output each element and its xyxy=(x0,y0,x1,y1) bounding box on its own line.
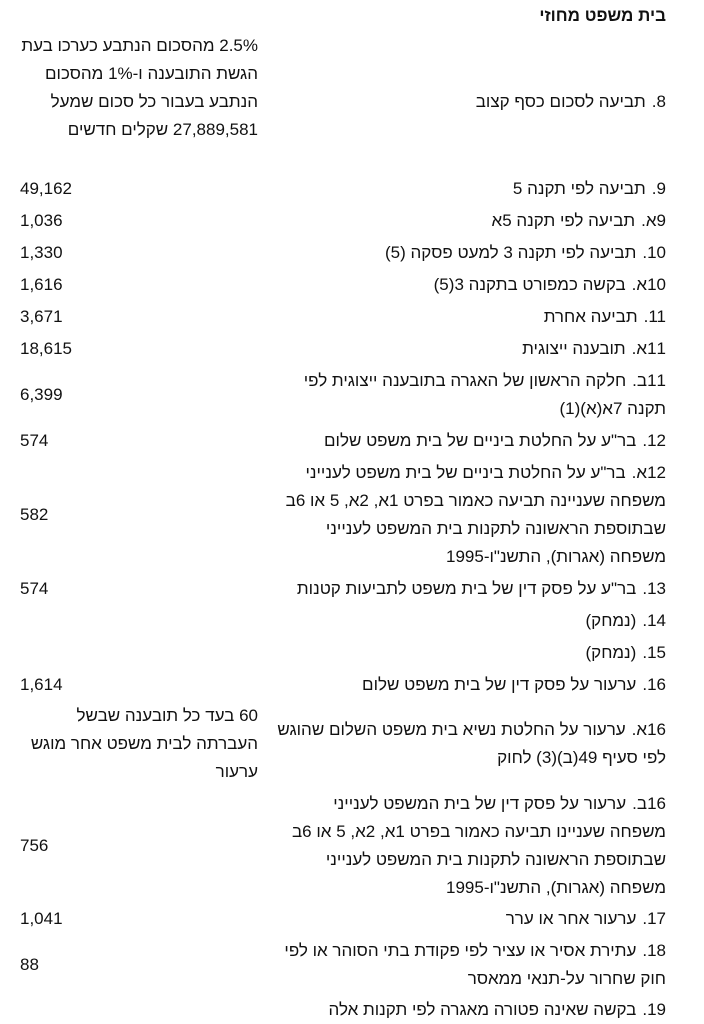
item-number: 16א. xyxy=(631,720,666,739)
item-text: בקשה שאינה פטורה מאגרה לפי תקנות אלה xyxy=(328,999,637,1019)
item-text: בקשה כמפורט בתקנה 3(5) xyxy=(433,275,626,294)
fee-amount: 1,041 xyxy=(20,909,63,928)
item-text: בר"ע על החלטת ביניים של בית משפט שלום xyxy=(324,431,637,450)
fee-row xyxy=(0,904,704,934)
row-description xyxy=(274,206,666,236)
row-description xyxy=(274,302,666,332)
item-text: ערעור על החלטת נשיא בית משפט השלום שהוגש לפי סעיף 49(ב)(3) לחוק xyxy=(277,720,666,767)
item-text: תביעה אחרת xyxy=(543,307,638,326)
item-number: 11ב. xyxy=(632,371,666,390)
item-number: 12א. xyxy=(631,463,666,482)
fee-amount: 1,616 xyxy=(20,275,63,294)
fee-row xyxy=(0,366,704,424)
fee-row xyxy=(0,334,704,364)
item-text: חלקה הראשון של האגרה בתובענה ייצוגית לפי תקנה 7א(א)(1) xyxy=(303,371,666,418)
fee-row xyxy=(0,238,704,268)
row-description xyxy=(274,606,666,636)
item-text: תביעה לפי תקנה 3 למעט פסקה (5) xyxy=(384,243,637,262)
item-number: 19. xyxy=(642,999,666,1019)
row-description xyxy=(274,270,666,300)
item-text: עתירת אסיר או עציר לפי פקודת בתי הסוהר או לפי חוק שחרור על-תנאי ממאסר xyxy=(284,941,666,988)
item-number: 8. xyxy=(651,92,666,111)
fee-row xyxy=(0,670,704,700)
fee-amount: 88 xyxy=(20,955,39,974)
item-text: בר"ע על פסק דין של בית משפט לתביעות קטנות xyxy=(296,579,637,598)
row-description xyxy=(274,174,666,204)
item-number: 16ב. xyxy=(632,794,666,813)
item-text: ערעור אחר או ערר xyxy=(505,909,637,928)
item-text: תביעה לסכום כסף קצוב xyxy=(475,92,646,111)
item-text: תובענה ייצוגית xyxy=(522,339,626,358)
item-number: 9. xyxy=(651,179,666,198)
item-text: ערעור על פסק דין של בית המשפט לענייני משפחה שעניינו תביעה כאמור בפרט 1א, 2א, 5 או 6ב שבתוספת הראשונה לתקנות בית המשפט לענייני משפחה (אגרות), התשנ"ו-1995 xyxy=(292,794,666,897)
fee-row xyxy=(0,995,704,1024)
fee-row xyxy=(0,426,704,456)
item-text: ערעור על פסק דין של בית משפט שלום xyxy=(362,675,637,694)
fee-amount xyxy=(20,638,258,668)
fee-amount: 2.5% מהסכום הנתבע כערכו בעת הגשת התובענה ו-1% מהסכום הנתבע בעבור כל סכום שמעל 27,889,581 שקלים חדשים xyxy=(21,36,258,139)
item-text: תביעה לפי תקנה 5א xyxy=(491,211,636,230)
fee-amount: 1,614 xyxy=(20,675,63,694)
fee-row xyxy=(0,32,704,172)
fee-row xyxy=(0,206,704,236)
fee-row xyxy=(0,458,704,572)
item-number: 9א. xyxy=(641,211,666,230)
item-text: (נמחק) xyxy=(585,611,637,630)
row-description xyxy=(274,32,666,172)
fee-row xyxy=(0,638,704,668)
row-description xyxy=(274,574,666,604)
row-description xyxy=(274,995,666,1024)
row-description xyxy=(274,638,666,668)
fee-row xyxy=(0,174,704,204)
row-description xyxy=(274,426,666,456)
fee-row xyxy=(0,606,704,636)
item-number: 12. xyxy=(642,431,666,450)
item-number: 10. xyxy=(642,243,666,262)
item-text: תביעה לפי תקנה 5 xyxy=(512,179,646,198)
fee-amount: 3,671 xyxy=(20,307,63,326)
fee-amount: 756 xyxy=(20,836,49,855)
fee-amount: 1,330 xyxy=(20,243,63,262)
item-number: 17. xyxy=(642,909,666,928)
fee-row xyxy=(0,936,704,994)
fee-amount: 1,036 xyxy=(20,211,63,230)
item-number: 14. xyxy=(642,611,666,630)
item-text: בר"ע על החלטת ביניים של בית משפט לענייני משפחה שעניינה תביעה כאמור בפרט 1א, 2א, 5 או 6ב שבתוספת הראשונה לתקנות בית המשפט לענייני משפחה (אגרות), התשנ"ו-1995 xyxy=(285,463,666,566)
row-description xyxy=(274,716,666,772)
item-number: 11. xyxy=(643,307,666,326)
fee-row xyxy=(0,789,704,903)
row-description xyxy=(274,367,666,423)
fee-amount: 49,162 xyxy=(20,179,72,198)
row-description xyxy=(274,937,666,993)
fee-amount: 582 xyxy=(20,505,49,524)
fee-row xyxy=(0,702,704,790)
fee-amount: 574 xyxy=(20,579,49,598)
fee-row xyxy=(0,302,704,332)
section-heading: בית משפט מחוזי xyxy=(539,6,666,25)
row-description xyxy=(274,790,666,902)
fee-amount: 6,399 xyxy=(20,385,63,404)
item-number: 15. xyxy=(642,643,666,662)
row-description xyxy=(274,459,666,571)
row-description xyxy=(274,334,666,364)
item-number: 11א. xyxy=(631,339,666,358)
row-description xyxy=(274,670,666,700)
fee-row xyxy=(0,270,704,300)
fee-amount: 18,615 xyxy=(20,339,72,358)
item-number: 18. xyxy=(642,941,666,960)
fee-amount xyxy=(20,606,258,636)
fee-amount xyxy=(20,995,258,1024)
row-description xyxy=(274,904,666,934)
fee-amount: 574 xyxy=(20,431,49,450)
item-text: (נמחק) xyxy=(585,643,637,662)
fee-amount: 60 בעד כל תובענה שבשל העברתה לבית משפט אחר מוגש ערעור xyxy=(30,706,258,781)
item-number: 16. xyxy=(642,675,666,694)
item-number: 13. xyxy=(642,579,666,598)
row-description xyxy=(274,238,666,268)
fee-row xyxy=(0,574,704,604)
item-number: 10א. xyxy=(631,275,666,294)
